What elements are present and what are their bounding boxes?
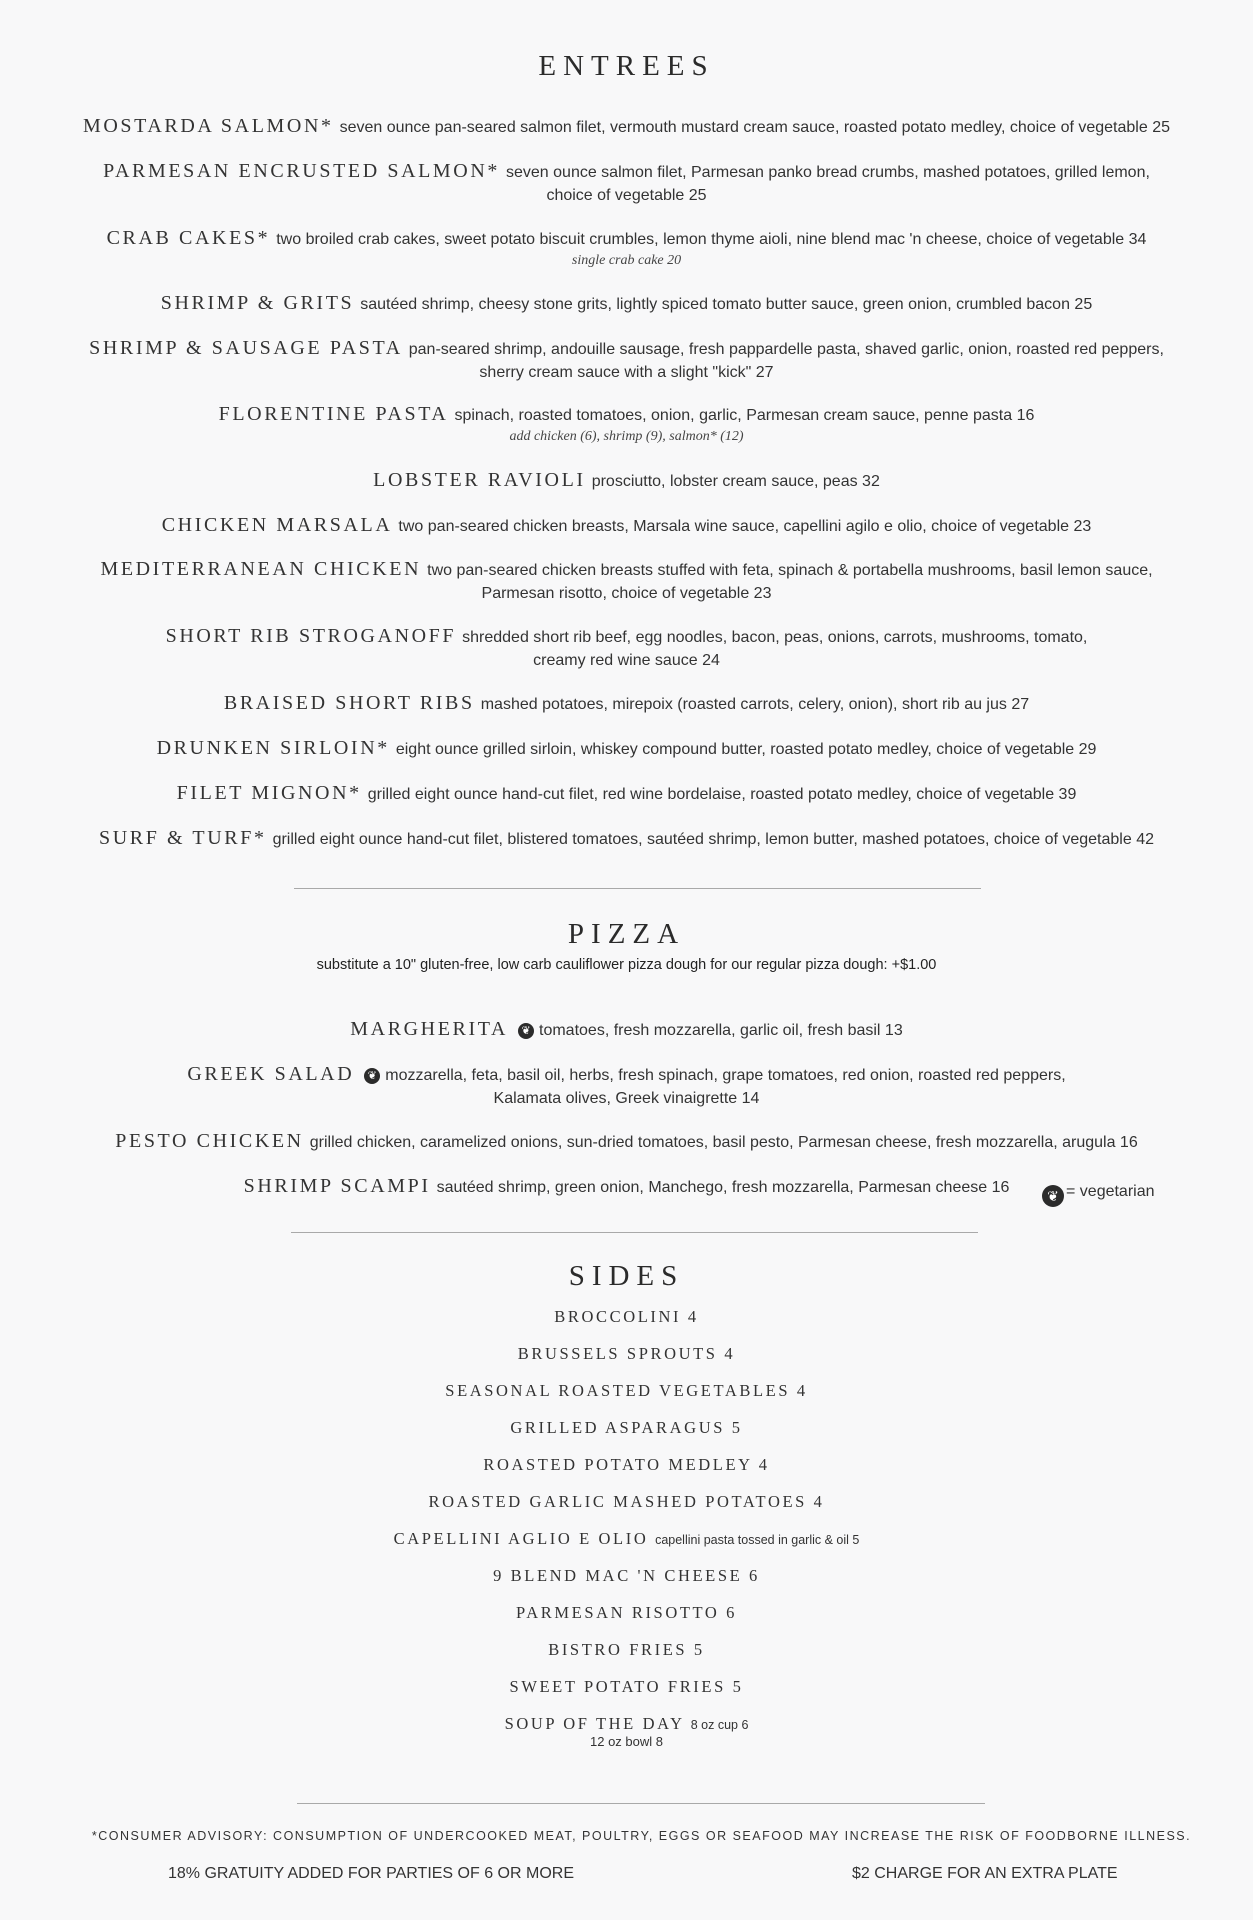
side-name: BISTRO FRIES (548, 1640, 688, 1659)
entree-desc: shredded short rib beef, egg noodles, bacon, peas, onions, carrots, mushrooms, tomato, (462, 629, 1088, 646)
entree-item (40, 514, 1213, 538)
side-price: 4 (758, 1455, 770, 1474)
side-name: SEASONAL ROASTED VEGETABLES (445, 1381, 791, 1400)
entree-desc-cont: choice of vegetable 25 (546, 187, 707, 204)
entree-name: SURF & TURF* (99, 827, 267, 849)
entree-name: CRAB CAKES* (106, 227, 271, 249)
side-price: 6 (749, 1566, 760, 1585)
side-price: 5 (693, 1640, 705, 1659)
side-price: 4 (813, 1492, 825, 1511)
side-price: 5 (731, 1418, 743, 1437)
sides-title: SIDES (568, 1260, 685, 1292)
side-item (0, 1603, 1253, 1623)
side-name: PARMESAN RISOTTO (515, 1603, 720, 1622)
side-name: GRILLED ASPARAGUS (510, 1418, 725, 1437)
entree-desc: sautéed shrimp, cheesy stone grits, lightly spiced tomato butter sauce, green onion, crumbled bacon 25 (360, 296, 1093, 313)
pizza-name: PESTO CHICKEN (115, 1130, 304, 1152)
pizza-desc: grilled chicken, caramelized onions, sun-dried tomatoes, basil pesto, Parmesan cheese, fresh mozzarella, arugula 16 (309, 1134, 1138, 1151)
entree-name: PARMESAN ENCRUSTED SALMON* (103, 160, 500, 182)
entree-name: MEDITERRANEAN CHICKEN (100, 558, 422, 580)
side-price: 4 (724, 1344, 736, 1363)
entree-item (40, 160, 1213, 207)
pizza-item (40, 1063, 1213, 1110)
entree-item (40, 115, 1213, 139)
side-name: SWEET POTATO FRIES (509, 1677, 726, 1696)
side-item (0, 1344, 1253, 1364)
legend-label: = vegetarian (1066, 1183, 1155, 1200)
entree-desc-cont: sherry cream sauce with a slight "kick" 27 (479, 364, 774, 381)
entree-desc: pan-seared shrimp, andouille sausage, fresh pappardelle pasta, shaved garlic, onion, roasted red peppers, (408, 341, 1164, 358)
entree-name: SHRIMP & GRITS (160, 292, 355, 314)
entree-desc-cont: Parmesan risotto, choice of vegetable 23 (481, 585, 772, 602)
entree-item (40, 403, 1213, 447)
pizza-desc: mozzarella, feta, basil oil, herbs, fresh spinach, grape tomatoes, red onion, roasted red peppers, (385, 1067, 1066, 1084)
side-item (0, 1566, 1253, 1586)
entree-desc-cont: creamy red wine sauce 24 (533, 652, 720, 669)
side-item (0, 1714, 1253, 1750)
side-price: 4 (796, 1381, 808, 1400)
pizza-name: MARGHERITA (350, 1018, 508, 1040)
entree-desc: prosciutto, lobster cream sauce, peas 32 (591, 473, 880, 490)
side-name: SOUP OF THE DAY (504, 1714, 684, 1733)
entree-item (40, 558, 1213, 605)
side-item (0, 1677, 1253, 1697)
section-divider (291, 1232, 978, 1233)
consumer-advisory: *CONSUMER ADVISORY: CONSUMPTION OF UNDERCOOKED MEAT, POULTRY, EGGS OR SEAFOOD MAY INCREASE THE RISK OF FOODBORNE ILLNESS. (91, 1829, 1192, 1843)
entree-name: SHRIMP & SAUSAGE PASTA (89, 337, 403, 359)
vegetarian-legend (1042, 1183, 1155, 1207)
entree-desc: grilled eight ounce hand-cut filet, blistered tomatoes, sautéed shrimp, lemon butter, mashed potatoes, choice of vegetable 42 (272, 831, 1154, 848)
entree-note: add chicken (6), shrimp (9), salmon* (12) (509, 429, 744, 444)
entree-name: DRUNKEN SIRLOIN* (156, 737, 390, 759)
side-name: ROASTED GARLIC MASHED POTATOES (428, 1492, 807, 1511)
side-name: ROASTED POTATO MEDLEY (483, 1455, 753, 1474)
side-item (0, 1455, 1253, 1475)
entree-item (40, 737, 1213, 761)
entree-name: FLORENTINE PASTA (218, 403, 449, 425)
entree-name: LOBSTER RAVIOLI (373, 469, 586, 491)
entree-item (40, 292, 1213, 316)
entree-item (40, 692, 1213, 716)
entree-item (40, 625, 1213, 672)
side-desc: capellini pasta tossed in garlic & oil 5 (655, 1533, 860, 1547)
entree-desc: two pan-seared chicken breasts stuffed with feta, spinach & portabella mushrooms, basil lemon sauce, (427, 562, 1153, 579)
entree-item (40, 782, 1213, 806)
pizza-desc-cont: Kalamata olives, Greek vinaigrette 14 (493, 1090, 760, 1107)
side-name: BRUSSELS SPROUTS (517, 1344, 718, 1363)
entree-item (40, 227, 1213, 271)
side-name: BROCCOLINI (554, 1307, 682, 1326)
entree-name: SHORT RIB STROGANOFF (165, 625, 457, 647)
vegetarian-leaf-icon: ❦ (1042, 1185, 1064, 1207)
extra-plate-note: $2 CHARGE FOR AN EXTRA PLATE (852, 1865, 1118, 1882)
pizza-subtitle: substitute a 10" gluten-free, low carb cauliflower pizza dough for our regular pizza dough: +$1.00 (316, 957, 937, 973)
pizza-item (40, 1018, 1213, 1042)
side-price: 4 (687, 1307, 699, 1326)
pizza-name: GREEK SALAD (187, 1063, 355, 1085)
section-divider (294, 888, 981, 889)
pizza-desc: tomatoes, fresh mozzarella, garlic oil, fresh basil 13 (539, 1022, 903, 1039)
entree-name: MOSTARDA SALMON* (83, 115, 334, 137)
gratuity-note: 18% GRATUITY ADDED FOR PARTIES OF 6 OR MORE (168, 1865, 574, 1882)
side-name: CAPELLINI AGLIO E OLIO (393, 1529, 649, 1548)
vegetarian-leaf-icon: ❦ (518, 1023, 534, 1039)
entree-desc: grilled eight ounce hand-cut filet, red wine bordelaise, roasted potato medley, choice of vegetable 39 (367, 786, 1077, 803)
pizza-desc: sautéed shrimp, green onion, Manchego, fresh mozzarella, Parmesan cheese 16 (436, 1179, 1010, 1196)
side-price: 5 (732, 1677, 744, 1696)
side-desc-cont: 12 oz bowl 8 (590, 1734, 663, 1749)
entree-name: BRAISED SHORT RIBS (223, 692, 475, 714)
vegetarian-leaf-icon: ❦ (364, 1068, 380, 1084)
side-item (0, 1307, 1253, 1327)
entree-desc: eight ounce grilled sirloin, whiskey compound butter, roasted potato medley, choice of vegetable 29 (395, 741, 1097, 758)
pizza-name: SHRIMP SCAMPI (243, 1175, 431, 1197)
entrees-title: ENTREES (538, 50, 715, 82)
entree-item (40, 337, 1213, 384)
side-name: 9 BLEND MAC 'N CHEESE (493, 1566, 743, 1585)
entree-name: CHICKEN MARSALA (161, 514, 393, 536)
entree-desc: seven ounce salmon filet, Parmesan panko bread crumbs, mashed potatoes, grilled lemon, (506, 164, 1150, 181)
entree-desc: seven ounce pan-seared salmon filet, vermouth mustard cream sauce, roasted potato medley, choice of vegetable 25 (339, 119, 1170, 136)
entree-note: single crab cake 20 (571, 253, 682, 268)
entree-item (40, 827, 1213, 851)
entree-item (40, 469, 1213, 493)
pizza-title: PIZZA (567, 918, 686, 950)
side-desc: 8 oz cup 6 (690, 1718, 749, 1732)
pizza-item (40, 1130, 1213, 1154)
entree-desc: two broiled crab cakes, sweet potato biscuit crumbles, lemon thyme aioli, nine blend mac 'n cheese, choice of vegetable 34 (276, 231, 1147, 248)
side-item (0, 1418, 1253, 1438)
side-price: 6 (726, 1603, 738, 1622)
entree-name: FILET MIGNON* (176, 782, 362, 804)
entree-desc: two pan-seared chicken breasts, Marsala wine sauce, capellini agilo e olio, choice of vegetable 23 (398, 518, 1092, 535)
side-item (0, 1640, 1253, 1660)
side-item (0, 1529, 1253, 1549)
entree-desc: mashed potatoes, mirepoix (roasted carrots, celery, onion), short rib au jus 27 (480, 696, 1030, 713)
side-item (0, 1381, 1253, 1401)
entree-desc: spinach, roasted tomatoes, onion, garlic, Parmesan cream sauce, penne pasta 16 (454, 407, 1035, 424)
side-item (0, 1492, 1253, 1512)
section-divider (297, 1803, 985, 1804)
pizza-item (40, 1175, 1213, 1199)
